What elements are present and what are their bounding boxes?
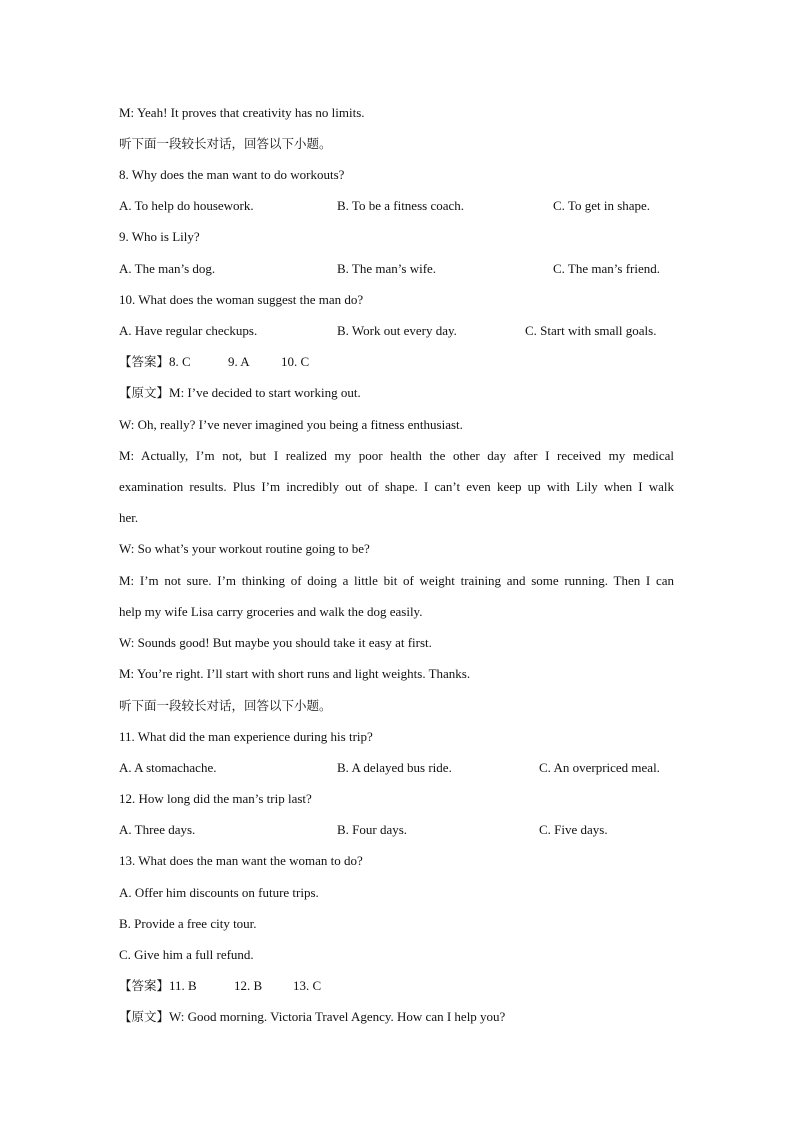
q8-option-a: A. To help do housework. (119, 198, 254, 213)
q13-option-a: A. Offer him discounts on future trips. (119, 885, 319, 900)
transcript-1-line-9: W: Sounds good! But maybe you should take it easy at first. (119, 635, 432, 650)
q11-option-b: B. A delayed bus ride. (337, 760, 452, 775)
question-8: 8. Why does the man want to do workouts? (119, 167, 345, 182)
question-13: 13. What does the man want the woman to do? (119, 853, 363, 868)
q13-option-c: C. Give him a full refund. (119, 947, 254, 962)
transcript-1-line-2: W: Oh, really? I’ve never imagined you being a fitness enthusiast. (119, 417, 463, 432)
transcript-1-line-5: her. (119, 510, 139, 525)
answer-13: 13. C (293, 978, 322, 993)
transcript-1-line-1: M: I’ve decided to start working out. (169, 385, 361, 400)
q9-option-b: B. The man’s wife. (337, 261, 437, 276)
transcript-block-2-start (119, 1009, 505, 1025)
answer-tag: 【答案】 (119, 354, 170, 369)
answer-block-1 (119, 354, 191, 370)
transcript-1-line-8: help my wife Lisa carry groceries and walk the dog easily. (119, 604, 423, 619)
q10-option-a: A. Have regular checkups. (119, 323, 258, 338)
question-9: 9. Who is Lily? (119, 229, 200, 244)
intro-dialogue-line: M: Yeah! It proves that creativity has no limits. (119, 105, 365, 120)
transcript-1-line-10: M: You’re right. I’ll start with short runs and light weights. Thanks. (119, 666, 471, 681)
q12-option-c: C. Five days. (539, 822, 608, 837)
q13-option-b: B. Provide a free city tour. (119, 916, 257, 931)
transcript-1-line-6: W: So what’s your workout routine going to be? (119, 541, 370, 556)
q10-option-b: B. Work out every day. (337, 323, 457, 338)
q9-option-a: A. The man’s dog. (119, 261, 216, 276)
transcript-1-line-7: M: I’m not sure. I’m thinking of doing a little bit of weight training and some running. Then I can (119, 573, 674, 588)
answer-10: 10. C (281, 354, 310, 369)
transcript-1-line-4: examination results. Plus I’m incredibly out of shape. I can’t even keep up with Lily when I walk (119, 479, 674, 494)
transcript-2-line-1: W: Good morning. Victoria Travel Agency. How can I help you? (169, 1009, 506, 1024)
answer-block-2 (119, 978, 197, 994)
q12-option-b: B. Four days. (337, 822, 408, 837)
section-instruction: 听下面一段较长对话，回答以下小题。 (119, 698, 332, 713)
answer-9: 9. A (228, 354, 250, 369)
q11-option-c: C. An overpriced meal. (539, 760, 660, 775)
q12-option-a: A. Three days. (119, 822, 196, 837)
transcript-tag: 【原文】 (119, 1009, 170, 1024)
section-instruction: 听下面一段较长对话，回答以下小题。 (119, 136, 332, 151)
q8-option-c: C. To get in shape. (553, 198, 651, 213)
q8-option-b: B. To be a fitness coach. (337, 198, 465, 213)
answer-11: 11. B (169, 978, 197, 993)
transcript-tag: 【原文】 (119, 385, 170, 400)
answer-tag: 【答案】 (119, 978, 170, 993)
transcript-block-1-start (119, 385, 361, 401)
q11-option-a: A. A stomachache. (119, 760, 217, 775)
answer-8: 8. C (169, 354, 191, 369)
q9-option-c: C. The man’s friend. (553, 261, 660, 276)
question-11: 11. What did the man experience during his trip? (119, 729, 373, 744)
question-12: 12. How long did the man’s trip last? (119, 791, 312, 806)
q10-option-c: C. Start with small goals. (525, 323, 657, 338)
answer-12: 12. B (234, 978, 263, 993)
transcript-1-line-3: M: Actually, I’m not, but I realized my poor health the other day after I received my medical (119, 448, 674, 463)
question-10: 10. What does the woman suggest the man do? (119, 292, 364, 307)
